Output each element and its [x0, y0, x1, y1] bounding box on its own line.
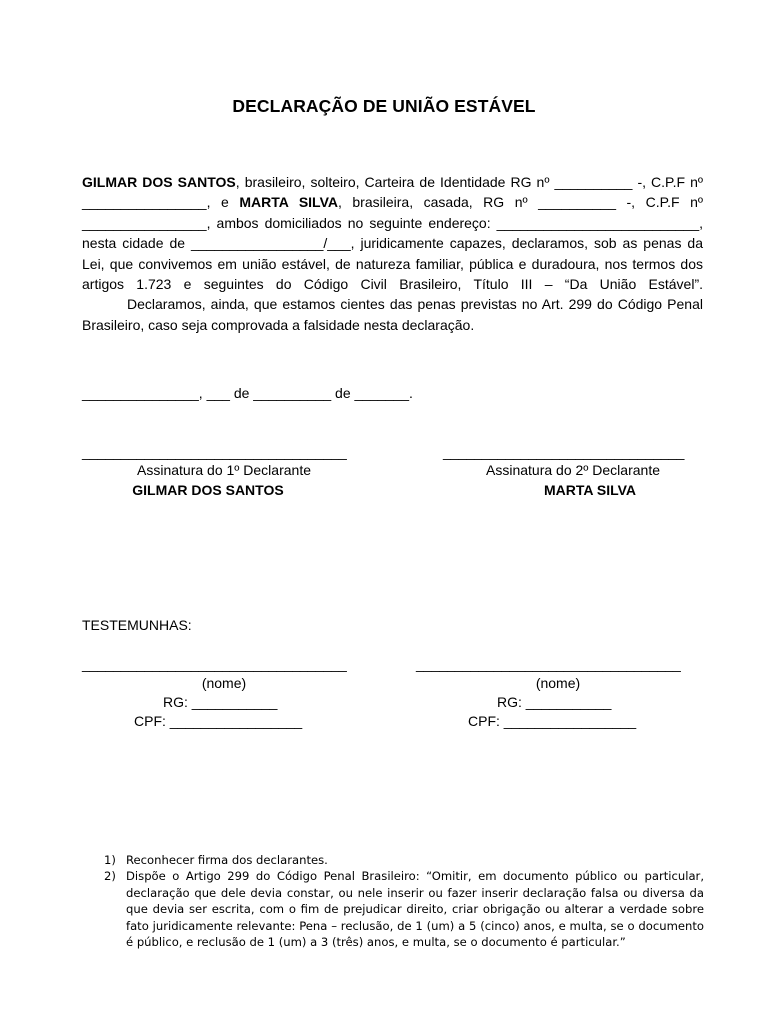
document-title: DECLARAÇÃO DE UNIÃO ESTÁVEL: [232, 96, 536, 116]
footnotes: [104, 852, 704, 950]
witness-1-line: __________________________________: [82, 656, 347, 672]
signature-name-2: MARTA SILVA: [543, 482, 637, 498]
declarant-2-name: MARTA SILVA: [239, 194, 338, 211]
declaration-body: [82, 172, 703, 335]
witness-1-cpf: CPF: _________________: [134, 713, 303, 729]
signature-label-1: Assinatura do 1º Declarante: [137, 462, 311, 478]
witness-2-name-label: (nome): [535, 675, 581, 691]
witness-1-rg: RG: ___________: [163, 694, 278, 710]
footnote-item: [104, 852, 704, 868]
witness-1-name-label: (nome): [201, 675, 247, 691]
witnesses-heading: TESTEMUNHAS:: [82, 617, 192, 633]
paragraph-segment: , brasileira, casada, RG nº __________ -, C.P.F nº ________________, ambos domiciliados no seguinte endereço: __________________________, nesta cidade de _________________/___, juridicamente capazes, declaramos, sob as penas da Lei, que convivemos em união estável, de natureza familiar, pública e duradoura, nos termos dos artigos 1.723 e seguintes do Código Civil Brasileiro, Título III – “Da União Estável”.: [82, 194, 703, 293]
declaration-paragraph-2: Declaramos, ainda, que estamos cientes das penas previstas no Art. 299 do Código Penal Brasileiro, caso seja comprovada a falsidade nesta declaração.: [82, 296, 703, 333]
witness-2-rg: RG: ___________: [497, 694, 612, 710]
footnote-text: Reconhecer firma dos declarantes.: [126, 853, 328, 867]
witness-2-cpf: CPF: _________________: [468, 713, 637, 729]
paragraph-segment: , brasileiro, solteiro, Carteira de Identidade RG nº __________ -, C.P.F nº ________________, e: [82, 174, 703, 211]
footnote-text: Dispõe o Artigo 299 do Código Penal Brasileiro: “Omitir, em documento público ou particular, declaração que dele devia constar, ou nele inserir ou fazer inserir declaração falsa ou diversa da que devia ser escrita, com o fim de prejudicar direito, criar obrigação ou alterar a verdade sobre fato juridicamente relevante: Pena – reclusão, de 1 (um) a 5 (cinco) anos, e multa, se o documento é público, e reclusão de 1 (um) a 3 (três) anos, e multa, se o documento é particular.”: [126, 869, 704, 950]
declaration-paragraph-1: [82, 172, 703, 294]
footnote-item: [104, 868, 704, 950]
signature-line-1: __________________________________: [82, 444, 347, 460]
signature-line-2: _______________________________: [443, 444, 685, 460]
footnote-number: 1): [104, 853, 116, 867]
footnote-number: 2): [104, 869, 116, 884]
signature-label-2: Assinatura do 2º Declarante: [486, 462, 660, 478]
declarant-1-name: GILMAR DOS SANTOS: [82, 174, 236, 190]
signature-name-1: GILMAR DOS SANTOS: [132, 482, 284, 498]
date-line: _______________, ___ de __________ de _______.: [82, 385, 413, 401]
witness-2-line: __________________________________: [416, 656, 681, 672]
